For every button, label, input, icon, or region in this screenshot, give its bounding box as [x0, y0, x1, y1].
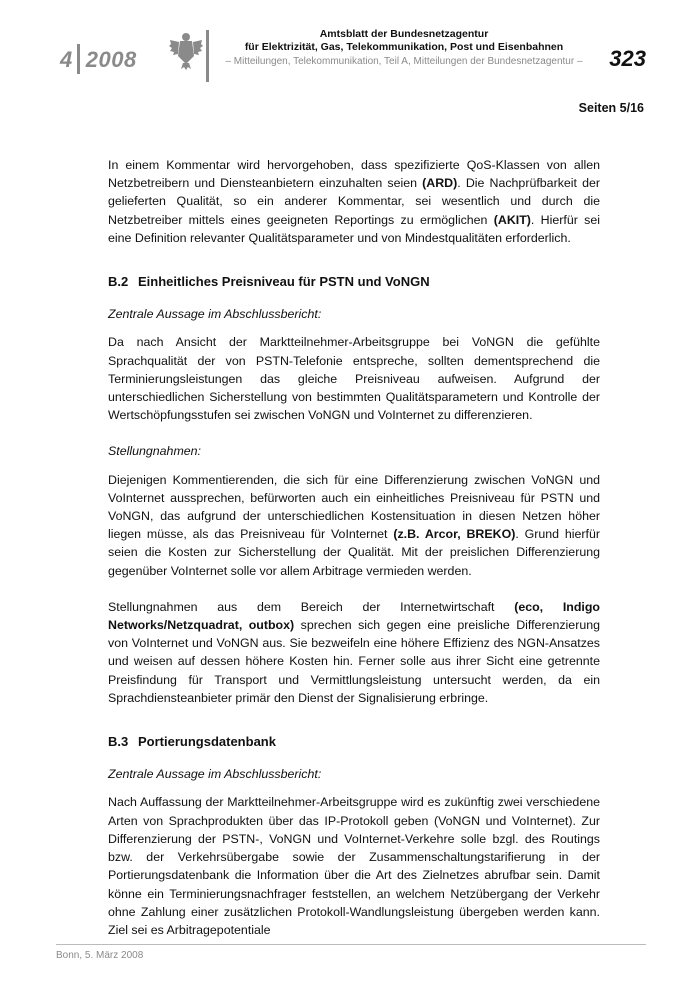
section-b2-paragraph-3: Stellungnahmen aus dem Bereich der Internetwirtschaft (eco, Indigo Networks/Netzquadrat, outbox) sprechen sich gegen eine preisliche Differenzierung von VoInternet und VoNGN aus. Sie bezweifeln eine höhere Effizienz des NGN-Ansatzes und weisen auf dessen höhere Kosten hin. Ferner solle aus ihrer Sicht eine getrennte Preisfindung für Transport und Vermittlungsleistung untersucht werden, da ein Sprachdiensteanbieter primär den Dienst der Signalisierung erbringe.	[108, 599, 600, 705]
section-b2-number: B.2	[108, 274, 129, 290]
issue-number: 4	[60, 47, 73, 72]
document-body	[108, 156, 600, 957]
gazette-title-line1: Amtsblatt der Bundesnetzagentur	[319, 28, 489, 40]
section-b3-title: Portierungsdatenbank	[138, 734, 276, 750]
section-b2-label-summary: Zentrale Aussage im Abschlussbericht:	[108, 307, 322, 322]
section-b3-label-summary: Zentrale Aussage im Abschlussbericht:	[108, 767, 322, 782]
section-b3-number: B.3	[108, 734, 129, 750]
issue-label	[60, 44, 137, 74]
footer-place-date: Bonn, 5. März 2008	[56, 950, 144, 961]
header-divider	[206, 30, 209, 82]
federal-eagle-icon	[168, 30, 204, 70]
section-b2-paragraph-1: Da nach Ansicht der Marktteilnehmer-Arbeitsgruppe bei VoNGN die gefühlte Sprachqualität der von PSTN-Telefonie entspreche, sollten dementsprechend die Terminierungsleistungen das gleiche Preisniveau aufweisen. Aufgrund der unterschiedlichen Sicherstellung von bestimmten Qualitätsparametern und Kontrolle der Wertschöpfungsstufen sei zwischen VoNGN und VoInternet zu differenzieren.	[108, 335, 600, 423]
footer-divider	[56, 944, 646, 945]
section-b3-heading	[108, 733, 600, 751]
section-b2-label-statements: Stellungnahmen:	[108, 444, 201, 459]
gazette-title-line2: für Elektrizität, Gas, Telekommunikation, Post und Eisenbahnen	[244, 41, 564, 53]
gazette-title	[214, 28, 594, 54]
issue-divider	[77, 44, 80, 74]
page-number: 323	[609, 46, 646, 71]
section-b2-heading	[108, 273, 600, 291]
section-b3-paragraph-1: Nach Auffassung der Marktteilnehmer-Arbeitsgruppe wird es zukünftig zwei verschiedene Arten von Sprachprodukten über das IP-Protokoll geben (VoNGN und VoInternet). Zur Differenzierung der PSTN-, VoNGN und VoInternet-Verkehre solle bzgl. des Routings bzw. der Verkehrsübergabe sowie der Zusammenschaltungstarifierung in der Portierungsdatenbank die Information über die Art des Zielnetzes abrufbar sein. Damit könne ein Terminierungsnachfrager feststellen, an welchem Netzübergang der Verkehr ohne Zahlung einer zusätzlichen Protokoll-Wandlungsleistung übergeben werden kann. Ziel sei es Arbitragepotentiale	[108, 795, 600, 937]
issue-year: 2008	[85, 47, 137, 72]
gazette-subtitle: – Mitteilungen, Telekommunikation, Teil A, Mitteilungen der Bundesnetzagentur –	[225, 56, 583, 67]
section-b2-paragraph-2: Diejenigen Kommentierenden, die sich für eine Differenzierung zwischen VoNGN und VoInternet aussprechen, befürworten auch ein einheitliches Preisniveau für PSTN und VoNGN, das aufgrund der unterschiedlichen Kostensituation in diesen Netzen höher liegen müsse, als das Preisniveau für VoInternet (z.B. Arcor, BREKO). Grund hierfür seien die Kosten zur Sicherstellung der Qualität. Mit der preislichen Differenzierung gegenüber VoInternet solle vor allem Arbitrage vermieden werden.	[108, 472, 600, 578]
section-b2-title: Einheitliches Preisniveau für PSTN und VoNGN	[138, 274, 430, 290]
pages-indicator: Seiten 5/16	[578, 101, 644, 115]
intro-paragraph: In einem Kommentar wird hervorgehoben, dass spezifizierte QoS-Klassen von allen Netzbetreibern und Diensteanbietern einzuhalten seien (ARD). Die Nachprüfbarkeit der gelieferten Qualität, so ein anderer Kommentar, sei wesentlich und durch die Netzbetreiber mittels eines geeigneten Reportings zu ermöglichen (AKIT). Hierfür sei eine Definition relevanter Qualitätsparameter und von Mindestqualitäten erforderlich.	[108, 158, 600, 245]
